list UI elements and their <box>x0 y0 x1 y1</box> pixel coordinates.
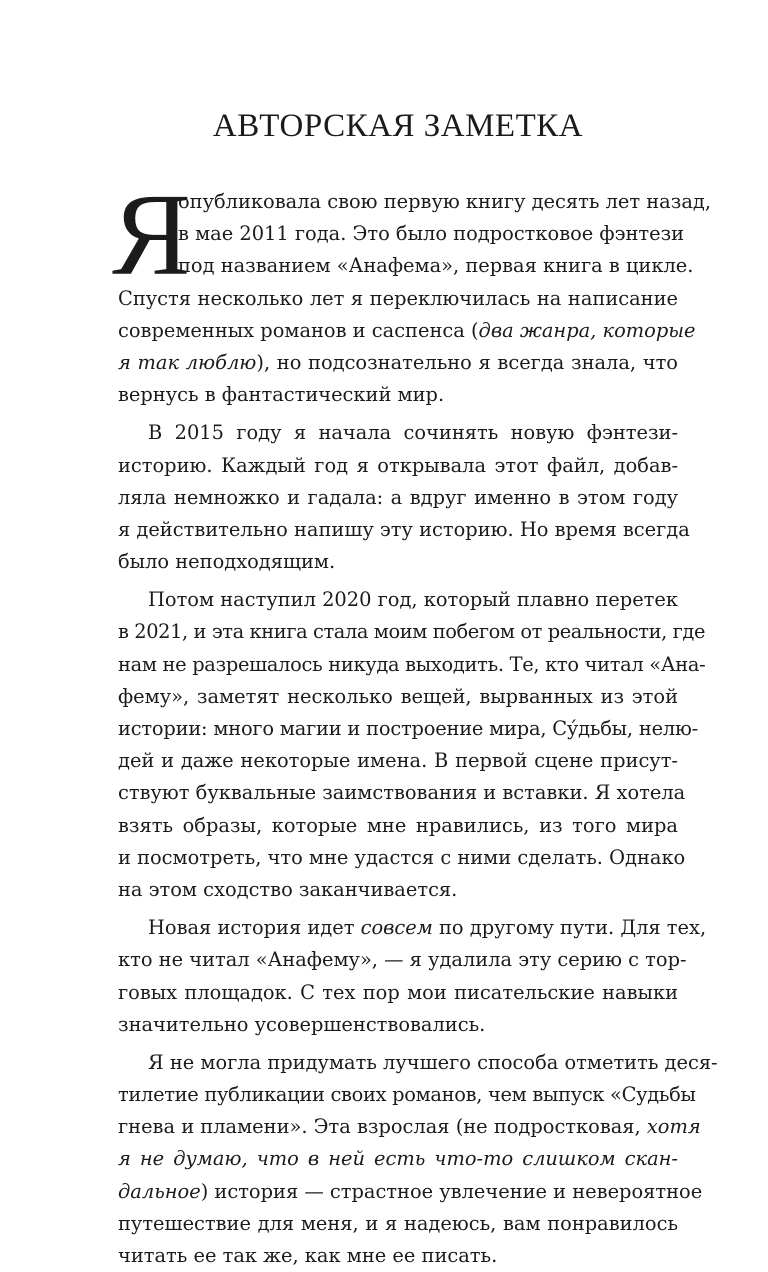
text-line: ствуют буквальные заимствования и вставки. Я хотела <box>118 781 686 805</box>
text-line: значительно усовершенствовались. <box>118 1012 486 1036</box>
text-line: вернусь в фантастический мир. <box>118 383 445 407</box>
text-line: в мае 2011 года. Это было подростковое фэнтези <box>178 222 685 246</box>
paragraph <box>112 169 711 411</box>
text-line: фему», заметят несколько вещей, вырванных из этой <box>118 684 678 708</box>
text-line: говых площадок. С тех пор мои писательские навыки <box>118 980 678 1004</box>
text-line: истории: много магии и построение мира, Су́дьбы, нелю- <box>118 717 698 740</box>
text-line: взять образы, которые мне нравились, из того мира <box>118 813 678 837</box>
text-line: нам не разрешалось никуда выходить. Те, кто читал «Ана- <box>118 652 706 676</box>
text-line: современных романов и саспенса (два жанра, которые <box>118 318 696 342</box>
text-line: я действительно напишу эту историю. Но время всегда <box>118 517 690 541</box>
text-line: дальное) история — страстное увлечение и невероятное <box>118 1179 703 1203</box>
text-line: путешествие для меня, и я надеюсь, вам понравилось <box>118 1211 678 1235</box>
text-line: В 2015 году я начала сочинять новую фэнтези- <box>148 421 678 445</box>
text-line: ляла немножко и гадала: а вдруг именно в этом году <box>118 485 678 509</box>
body-text <box>112 169 718 1272</box>
drop-cap: Я <box>112 169 191 300</box>
paragraph <box>118 912 707 1041</box>
text-line: я не думаю, что в ней есть что-то слишком скан- <box>118 1147 678 1171</box>
text-line: читать ее так же, как мне ее писать. <box>118 1244 498 1267</box>
text-line: было неподходящим. <box>118 550 336 574</box>
text-line: Спустя несколько лет я переключилась на написание <box>118 286 678 310</box>
text-line: дей и даже некоторые имена. В первой сцене присут- <box>118 749 678 773</box>
text-line: гнева и пламени». Эта взрослая (не подростковая, хотя <box>118 1115 701 1139</box>
text-line: Потом наступил 2020 год, который плавно перетек <box>148 588 678 612</box>
text-line: в 2021, и эта книга стала моим побегом от реальности, где <box>118 620 706 644</box>
text-line: Новая история идет совсем по другому пути. Для тех, <box>148 916 707 940</box>
text-line: кто не читал «Анафему», — я удалила эту серию с тор- <box>118 948 687 972</box>
text-line: опубликовала свою первую книгу десять лет назад, <box>178 190 711 213</box>
text-line: и посмотреть, что мне удастся с ними сделать. Однако <box>118 845 686 869</box>
text-line: Я не могла придумать лучшего способа отметить деся- <box>148 1050 718 1074</box>
paragraph <box>118 584 706 906</box>
text-line: историю. Каждый год я открывала этот файл, добав- <box>118 453 678 477</box>
page-title: АВТОРСКАЯ ЗАМЕТКА <box>212 108 584 144</box>
text-line: тилетие публикации своих романов, чем выпуск «Судьбы <box>118 1083 696 1107</box>
text-line: я так люблю), но подсознательно я всегда знала, что <box>118 350 678 374</box>
paragraph <box>118 1047 718 1272</box>
text-line: на этом сходство заканчивается. <box>118 877 458 901</box>
text-line: под названием «Анафема», первая книга в цикле. <box>178 254 694 278</box>
paragraph <box>118 417 690 578</box>
